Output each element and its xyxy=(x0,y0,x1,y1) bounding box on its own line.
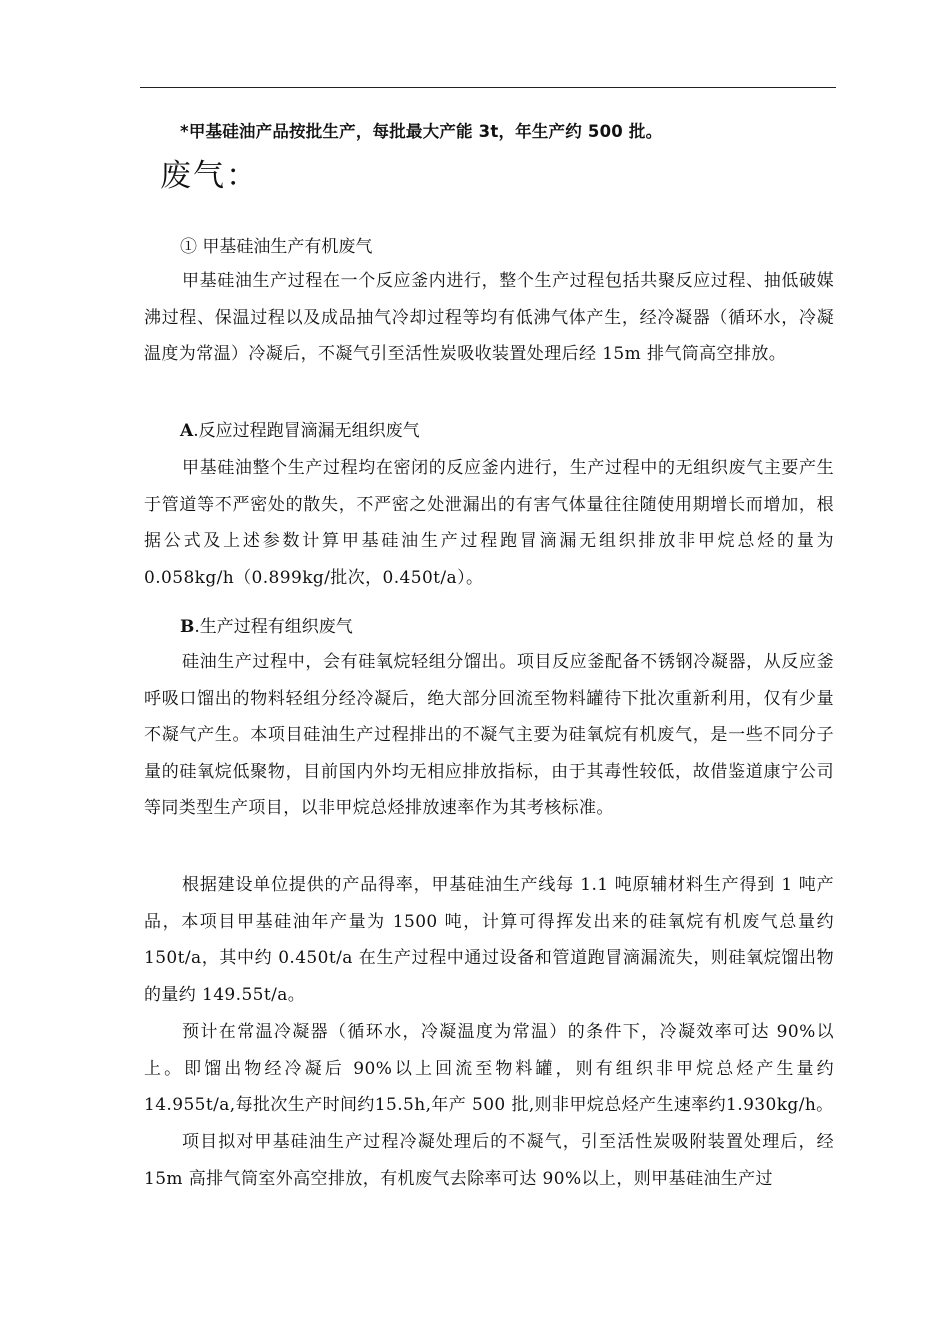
header-rule xyxy=(140,87,836,88)
paragraph-2: 甲基硅油整个生产过程均在密闭的反应釜内进行，生产过程中的无组织废气主要产生于管道等不严密处的散失，不严密之处泄漏出的有害气体量往往随使用期增长而增加，根据公式及上述参数计算甲基硅油生产过程跑冒滴漏无组织排放非甲烷总烃的量为 0.058kg/h（0.899kg/批次，0.450t/a）。 xyxy=(144,458,834,588)
subsection-text-a: .反应过程跑冒滴漏无组织废气 xyxy=(193,421,420,441)
subsection-title-a xyxy=(180,416,420,441)
paragraph-4: 根据建设单位提供的产品得率，甲基硅油生产线每 1.1 吨原辅材料生产得到 1 吨产品，本项目甲基硅油年产量为 1500 吨，计算可得挥发出来的硅氧烷有机废气总量约 150t/a，其中约 0.450t/a 在生产过程中通过设备和管道跑冒滴漏流失，则硅氧烷馏出物的量约 149.55t/a。 xyxy=(144,875,834,1005)
subsection-label-b: B xyxy=(180,617,195,637)
subsection-title-1: ① 甲基硅油生产有机废气 xyxy=(180,237,373,257)
paragraph-5: 预计在常温冷凝器（循环水，冷凝温度为常温）的条件下，冷凝效率可达 90%以上。即馏出物经冷凝后 90%以上回流至物料罐，则有组织非甲烷总烃产生量约 14.955t/a,每批次生产时间约15.5h,年产 500 批,则非甲烷总烃产生速率约1.930kg/h。 xyxy=(144,1022,834,1115)
subsection-label-a: A xyxy=(180,421,194,441)
batch-note: *甲基硅油产品按批生产，每批最大产能 3t，年生产约 500 批。 xyxy=(180,122,663,141)
paragraph-1: 甲基硅油生产过程在一个反应釜内进行，整个生产过程包括共聚反应过程、抽低破媒沸过程、保温过程以及成品抽气冷却过程等均有低沸气体产生，经冷凝器（循环水，冷凝温度为常温）冷凝后，不凝气引至活性炭吸收装置处理后经 15m 排气筒高空排放。 xyxy=(144,271,834,364)
paragraph-6: 项目拟对甲基硅油生产过程冷凝处理后的不凝气，引至活性炭吸附装置处理后，经 15m 高排气筒室外高空排放，有机废气去除率可达 90%以上，则甲基硅油生产过 xyxy=(144,1132,834,1189)
subsection-text-b: .生产过程有组织废气 xyxy=(194,617,353,637)
paragraph-3: 硅油生产过程中，会有硅氧烷轻组分馏出。项目反应釜配备不锈钢冷凝器，从反应釜呼吸口馏出的物料轻组分经冷凝后，绝大部分回流至物料罐待下批次重新利用，仅有少量不凝气产生。本项目硅油生产过程排出的不凝气主要为硅氧烷有机废气，是一些不同分子量的硅氧烷低聚物，目前国内外均无相应排放指标，由于其毒性较低，故借鉴道康宁公司等同类型生产项目，以非甲烷总烃排放速率作为其考核标准。 xyxy=(144,652,834,818)
subsection-title-b xyxy=(180,612,353,637)
section-heading: 废气： xyxy=(160,158,259,194)
